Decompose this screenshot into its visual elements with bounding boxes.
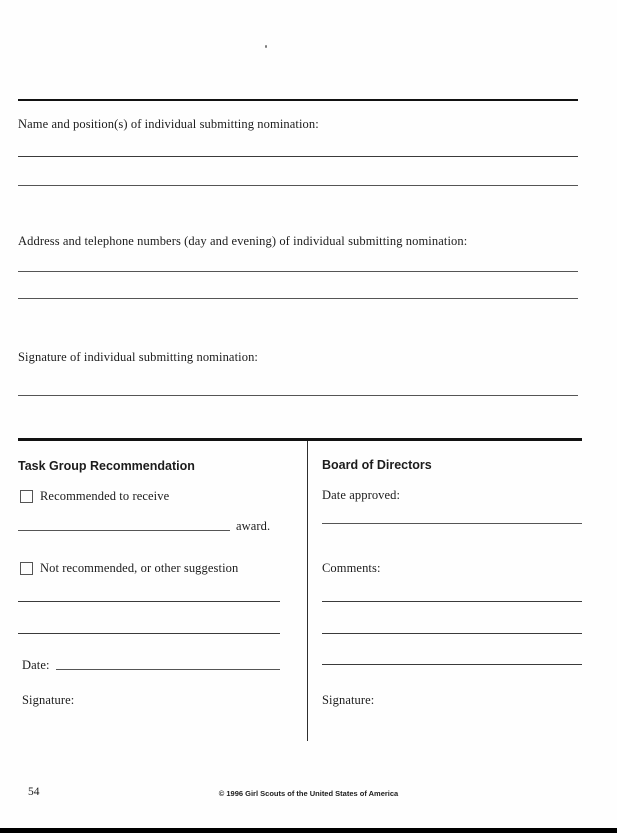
comments-line-3[interactable] xyxy=(322,664,582,665)
task-group-heading: Task Group Recommendation xyxy=(18,459,195,473)
board-heading: Board of Directors xyxy=(322,458,432,472)
name-position-label: Name and position(s) of individual submitting nomination: xyxy=(18,117,319,131)
comments-line-2[interactable] xyxy=(322,633,582,634)
address-field-line-2[interactable] xyxy=(18,298,578,299)
board-signature-label: Signature: xyxy=(322,693,375,707)
date-approved-label: Date approved: xyxy=(322,488,401,502)
submitter-signature-line[interactable] xyxy=(18,395,578,396)
recommended-label: Recommended to receive xyxy=(40,489,170,503)
address-field-line-1[interactable] xyxy=(18,271,578,272)
comments-line-1[interactable] xyxy=(322,601,582,602)
task-group-suggestion-line-1[interactable] xyxy=(18,601,280,602)
address-phone-label: Address and telephone numbers (day and evening) of individual submitting nomination: xyxy=(18,234,468,248)
scan-speck xyxy=(265,45,267,48)
name-field-line-1[interactable] xyxy=(18,156,578,157)
top-rule xyxy=(18,99,578,101)
award-suffix-label: award. xyxy=(236,519,271,533)
task-group-date-line[interactable] xyxy=(56,669,280,670)
not-recommended-label: Not recommended, or other suggestion xyxy=(40,561,239,575)
copyright-notice: © 1996 Girl Scouts of the United States of America xyxy=(218,789,399,798)
comments-label: Comments: xyxy=(322,561,381,575)
task-group-suggestion-line-2[interactable] xyxy=(18,633,280,634)
name-field-line-2[interactable] xyxy=(18,185,578,186)
submitter-signature-label: Signature of individual submitting nomination: xyxy=(18,350,258,364)
award-name-line[interactable] xyxy=(18,530,230,531)
not-recommended-checkbox[interactable] xyxy=(20,562,33,575)
recommended-checkbox[interactable] xyxy=(20,490,33,503)
task-group-date-label: Date: xyxy=(22,658,50,672)
task-group-signature-label: Signature: xyxy=(22,693,75,707)
column-divider xyxy=(307,441,308,741)
scan-edge-bar xyxy=(0,828,617,833)
page-number: 54 xyxy=(28,786,40,798)
section-divider-rule xyxy=(18,438,582,441)
date-approved-line[interactable] xyxy=(322,523,582,524)
